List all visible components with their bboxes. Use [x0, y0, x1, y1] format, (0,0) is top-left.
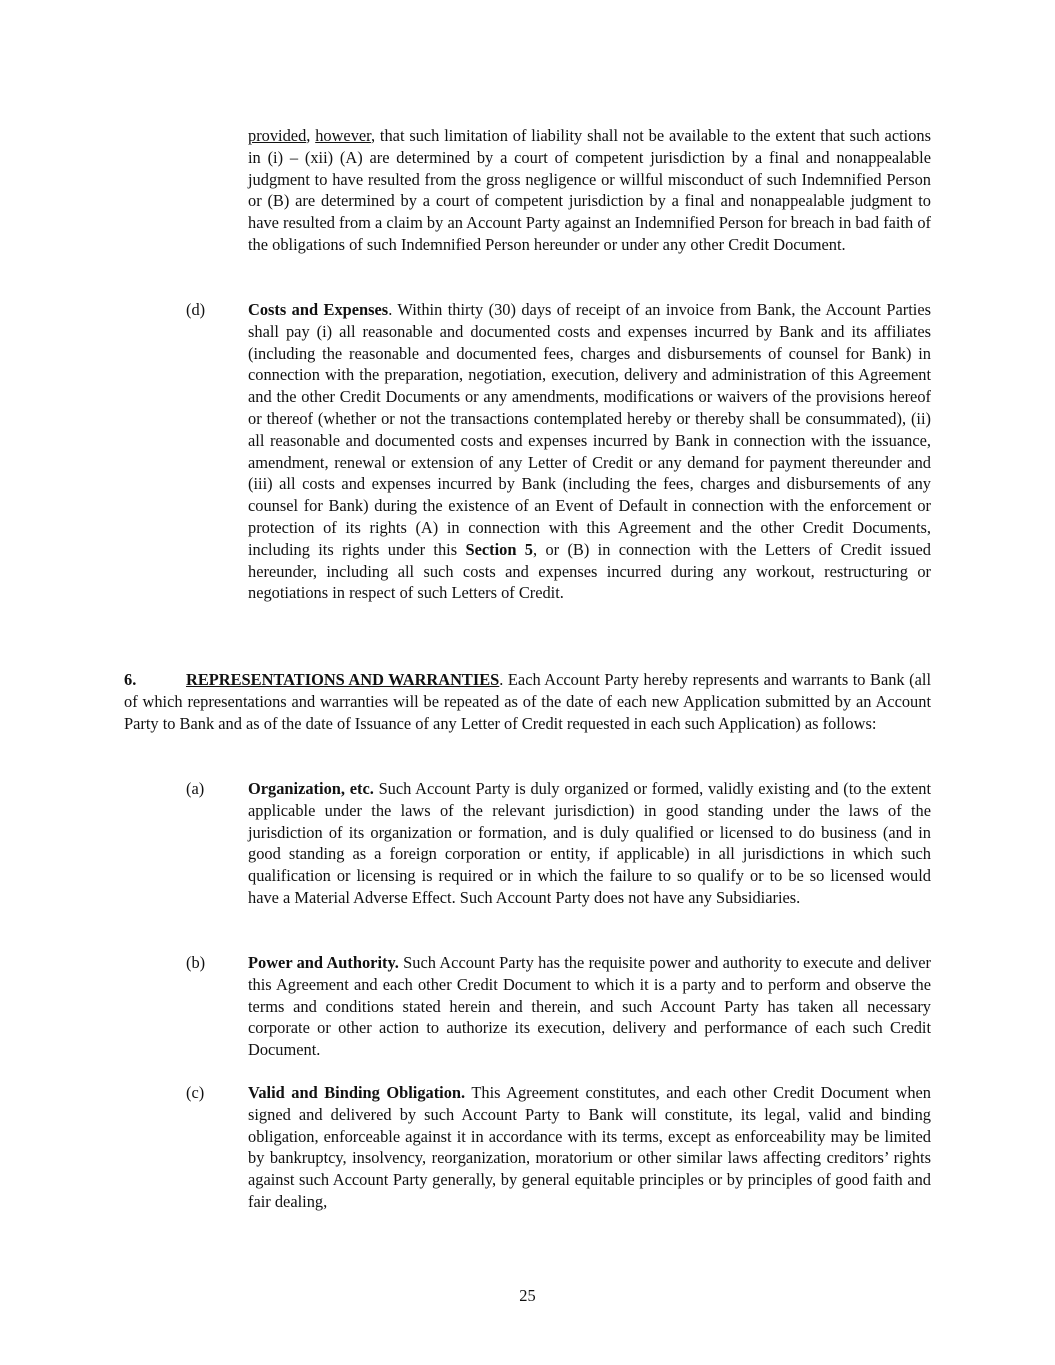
valid-binding-heading: Valid and Binding Obligation. [248, 1083, 466, 1102]
organization-heading: Organization, etc. [248, 779, 374, 798]
section-title: REPRESENTATIONS AND WARRANTIES [186, 670, 500, 689]
proviso-comma: , [306, 126, 316, 145]
costs-text-a: . Within thirty (30) days of receipt of an invoice from Bank, the Account Parties shall pay (i) all reasonable and documented costs and expenses incurred by Bank and its affiliates (including the reasonable and documented fees, charges and disbursements of counsel for Bank) in connection with the preparation, negotiation, execution, delivery and administration of this Agreement and the other Credit Documents or any amendments, modifications or waivers of the provisions hereof or thereof (whether or not the transactions contemplated hereby or thereby shall be consummated), (ii) all reasonable and documented costs and expenses incurred by Bank in connection with the issuance, amendment, renewal or extension of any Letter of Credit or any demand for payment thereunder and (iii) all costs and expenses incurred by Bank (including the fees, charges and disbursements of any counsel for Bank) during the existence of an Event of Default in connection with the enforcement or protection of its rights (A) in connection with this Agreement and the other Credit Documents, including its rights under this [248, 300, 931, 559]
organization-text: Such Account Party is duly organized or formed, validly existing and (to the extent applicable under the laws of the relevant jurisdiction) in good standing under the laws of the jurisdiction of its organization or formation, and is duly qualified or licensed to do business (and in good standing as a foreign corporation or entity, if applicable) in all jurisdictions in which such qualification or licensing is required or in which the failure to so qualify or to be so licensed would have a Material Adverse Effect. Such Account Party does not have any Subsidiaries. [248, 779, 931, 907]
page-number: 25 [519, 1286, 536, 1305]
valid-binding-text: This Agreement constitutes, and each other Credit Document when signed and delivered by such Account Party to Bank will constitute, its legal, valid and binding obligation, enforceable against it in accordance with its terms, except as enforceability may be limited by bankruptcy, insolvency, reorganization, moratorium or other similar laws affecting creditors’ rights against such Account Party generally, by general equitable principles or by principles of good faith and fair dealing, [248, 1083, 931, 1211]
costs-heading: Costs and Expenses [248, 300, 389, 319]
section-number: 6. [124, 670, 137, 689]
power-authority-paragraph [248, 952, 931, 1061]
however-term: however [315, 126, 371, 145]
item-label-c: (c) [186, 1083, 205, 1102]
item-label-d: (d) [186, 300, 206, 319]
power-authority-text: Such Account Party has the requisite power and authority to execute and deliver this Agreement and each other Credit Document to which it is a party and to perform and observe the terms and conditions stated herein and therein, and such Account Party has taken all necessary corporate or other action to authorize its execution, delivery and performance of each such Credit Document. [248, 953, 931, 1060]
section-6-paragraph [124, 669, 931, 734]
costs-paragraph [248, 299, 931, 604]
proviso-text: , that such limitation of liability shall not be available to the extent that such actions in (i) – (xii) (A) are determined by a court of competent jurisdiction by a final and nonappealable judgment to have resulted from the gross negligence or willful misconduct of such Indemnified Person or (B) are determined by a court of competent jurisdiction by a final and nonappealable judgment to have resulted from a claim by an Account Party against an Indemnified Person for breach in bad faith of the obligations of such Indemnified Person hereunder or under any other Credit Document. [248, 126, 931, 254]
costs-text-b: , or (B) in connection with the Letters of Credit issued hereunder, including all such costs and expenses incurred during any workout, restructuring or negotiations in respect of such Letters of Credit. [248, 539, 931, 603]
section-6-text: . Each Account Party hereby represents and warrants to Bank (all of which representations and warranties will be repeated as of the date of each new Application submitted by an Account Party to Bank and as of the date of Issuance of any Letter of Credit requested in each such Application) as follows: [124, 670, 932, 733]
provided-term: provided [248, 126, 307, 145]
organization-paragraph [248, 778, 931, 909]
item-label-b: (b) [186, 953, 206, 972]
valid-binding-paragraph [248, 1082, 931, 1213]
proviso-paragraph [248, 125, 931, 256]
item-label-a: (a) [186, 779, 205, 798]
section-reference: Section 5 [465, 539, 533, 559]
power-authority-heading: Power and Authority. [248, 953, 399, 972]
